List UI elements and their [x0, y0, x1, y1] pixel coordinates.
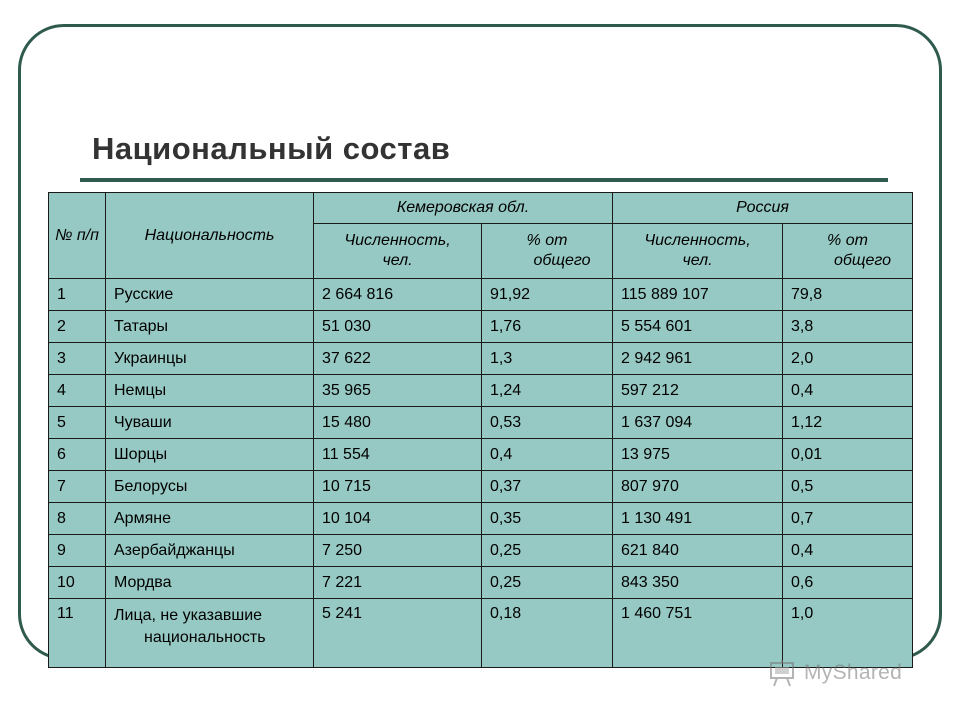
rus-count: 5 554 601	[613, 311, 783, 343]
rus-count: 621 840	[613, 535, 783, 567]
header-russia: Россия	[613, 193, 913, 224]
header-num: № п/п	[49, 193, 106, 279]
rus-count: 13 975	[613, 439, 783, 471]
nationality-name: Шорцы	[106, 439, 314, 471]
header-nationality: Национальность	[106, 193, 314, 279]
table-row	[49, 471, 913, 503]
nationality-name: Татары	[106, 311, 314, 343]
kem-count: 11 554	[314, 439, 482, 471]
kem-count: 2 664 816	[314, 279, 482, 311]
nationality-name: Армяне	[106, 503, 314, 535]
header-kem-count-line1: Численность,	[344, 232, 451, 249]
rus-count: 807 970	[613, 471, 783, 503]
row-number: 11	[49, 599, 106, 668]
rus-count: 115 889 107	[613, 279, 783, 311]
rus-percent: 1,12	[783, 407, 913, 439]
kem-percent: 0,4	[482, 439, 613, 471]
kem-count: 37 622	[314, 343, 482, 375]
kem-count: 15 480	[314, 407, 482, 439]
nationality-table	[48, 192, 913, 668]
rus-percent: 2,0	[783, 343, 913, 375]
rus-percent: 0,5	[783, 471, 913, 503]
rus-percent: 0,01	[783, 439, 913, 471]
table-row	[49, 343, 913, 375]
header-kem-percent	[482, 224, 613, 279]
nationality-name: Чуваши	[106, 407, 314, 439]
row-number: 2	[49, 311, 106, 343]
header-rus-count	[613, 224, 783, 279]
rus-percent: 0,4	[783, 535, 913, 567]
nationality-name: Мордва	[106, 567, 314, 599]
kem-percent: 1,76	[482, 311, 613, 343]
rus-count: 597 212	[613, 375, 783, 407]
table-row	[49, 375, 913, 407]
row-number: 1	[49, 279, 106, 311]
row-number: 10	[49, 567, 106, 599]
table-row	[49, 311, 913, 343]
slide-title: Национальный состав	[92, 131, 451, 166]
nationality-name: Немцы	[106, 375, 314, 407]
rus-count: 2 942 961	[613, 343, 783, 375]
kem-count: 5 241	[314, 599, 482, 668]
rus-percent: 0,7	[783, 503, 913, 535]
rus-percent: 0,4	[783, 375, 913, 407]
kem-count: 35 965	[314, 375, 482, 407]
kem-count: 7 250	[314, 535, 482, 567]
rus-percent: 1,0	[783, 599, 913, 668]
table-row	[49, 535, 913, 567]
header-kemerovo: Кемеровская обл.	[314, 193, 613, 224]
row-number: 7	[49, 471, 106, 503]
header-rus-count-line1: Численность,	[644, 232, 751, 249]
rus-count: 1 130 491	[613, 503, 783, 535]
table-row	[49, 279, 913, 311]
kem-percent: 1,3	[482, 343, 613, 375]
nationality-name-line1: Лица, не указавшие	[114, 607, 263, 624]
nationality-name-line2: национальность	[144, 629, 266, 646]
row-number: 8	[49, 503, 106, 535]
header-kem-count-line2: чел.	[382, 252, 413, 269]
table-row	[49, 503, 913, 535]
kem-percent: 91,92	[482, 279, 613, 311]
table-row	[49, 407, 913, 439]
watermark	[768, 656, 928, 690]
rus-percent: 79,8	[783, 279, 913, 311]
kem-count: 7 221	[314, 567, 482, 599]
rus-percent: 0,6	[783, 567, 913, 599]
header-rus-percent-line2: общего	[833, 252, 892, 269]
nationality-name: Украинцы	[106, 343, 314, 375]
kem-percent: 0,25	[482, 567, 613, 599]
kem-percent: 0,37	[482, 471, 613, 503]
row-number: 9	[49, 535, 106, 567]
presentation-board-icon	[768, 658, 798, 688]
watermark-text: MyShared	[804, 661, 903, 684]
kem-count: 10 715	[314, 471, 482, 503]
kem-percent: 0,25	[482, 535, 613, 567]
table-row	[49, 567, 913, 599]
title-underline	[80, 178, 888, 182]
rus-count: 843 350	[613, 567, 783, 599]
kem-percent: 0,18	[482, 599, 613, 668]
rus-percent: 3,8	[783, 311, 913, 343]
row-number: 5	[49, 407, 106, 439]
kem-percent: 0,35	[482, 503, 613, 535]
rus-count: 1 460 751	[613, 599, 783, 668]
row-number: 6	[49, 439, 106, 471]
header-kem-percent-line2: общего	[533, 252, 591, 269]
row-number: 3	[49, 343, 106, 375]
header-kem-percent-line1: % от	[526, 232, 568, 249]
nationality-name: Белорусы	[106, 471, 314, 503]
kem-percent: 0,53	[482, 407, 613, 439]
rus-count: 1 637 094	[613, 407, 783, 439]
header-row-1	[49, 193, 913, 224]
header-kem-count	[314, 224, 482, 279]
nationality-name	[106, 599, 314, 668]
row-number: 4	[49, 375, 106, 407]
header-rus-percent	[783, 224, 913, 279]
kem-count: 10 104	[314, 503, 482, 535]
kem-count: 51 030	[314, 311, 482, 343]
header-rus-count-line2: чел.	[682, 252, 713, 269]
header-rus-percent-line1: % от	[827, 232, 868, 249]
table-row	[49, 439, 913, 471]
nationality-name: Русские	[106, 279, 314, 311]
nationality-name: Азербайджанцы	[106, 535, 314, 567]
kem-percent: 1,24	[482, 375, 613, 407]
